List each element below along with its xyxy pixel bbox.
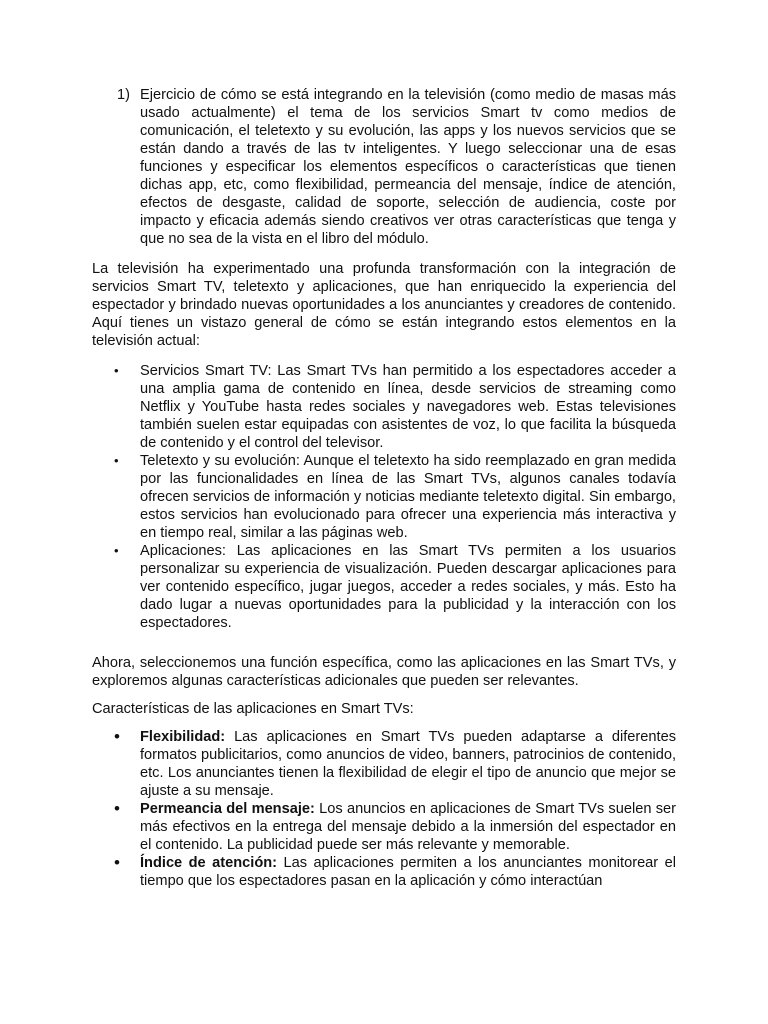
features-heading: Características de las aplicaciones en Smart TVs: xyxy=(92,701,414,717)
list-item xyxy=(110,452,676,542)
bullet-icon: • xyxy=(114,727,120,746)
list-item xyxy=(110,542,676,632)
feature-term: Permeancia del mensaje: xyxy=(140,801,315,817)
list-item-text: Servicios Smart TV: Las Smart TVs han permitido a los espectadores acceder a una amplia gama de contenido en línea, desde servicios de streaming como Netflix y YouTube hasta redes sociales y navegadores web. Estas televisiones también suelen estar equipadas con asistentes de voz, lo que facilita la búsqueda de contenido y el control del televisor. xyxy=(140,363,676,451)
feature-term: Flexibilidad: xyxy=(140,729,226,745)
exercise-text: Ejercicio de cómo se está integrando en la televisión (como medio de masas más usado actualmente) el tema de los servicios Smart tv como medios de comunicación, el teletexto y su evolución, las apps y los nuevos servicios que se están dando a través de las tv inteligentes. Y luego seleccionar una de esas funciones y especificar los elementos específicos o características que tienen dichas app, etc, como flexibilidad, permeancia del mensaje, índice de atención, efectos de desgaste, calidad de soporte, selección de audiencia, coste por impacto y eficacia además siendo creativos ver otras características que tenga y que no sea de la vista en el libro del módulo. xyxy=(140,87,676,247)
list-item-text: Aplicaciones: Las aplicaciones en las Smart TVs permiten a los usuarios personalizar su experiencia de visualización. Pueden descargar aplicaciones para ver contenido específico, jugar juegos, acceder a redes sociales, y más. Esto ha dado lugar a nuevas oportunidades para la publicidad y la interacción con los espectadores. xyxy=(140,543,676,631)
bullet-icon: • xyxy=(114,853,120,872)
bullet-icon: • xyxy=(114,543,119,558)
list-item xyxy=(110,800,676,854)
feature-term: Índice de atención: xyxy=(140,855,278,871)
list-item xyxy=(110,362,676,452)
exercise-number: 1) xyxy=(117,87,130,103)
exercise-list xyxy=(110,86,676,248)
list-item-text: Teletexto y su evolución: Aunque el teletexto ha sido reemplazado en gran medida por las funcionalidades en línea de las Smart TVs, algunos canales todavía ofrecen servicios de información y noticias mediante teletexto digital. Sin embargo, estos servicios han evolucionado para ofrecer una experiencia más interactiva y en tiempo real, similar a las páginas web. xyxy=(140,453,676,541)
bullet-icon: • xyxy=(114,363,119,378)
feature-text: Las aplicaciones permiten a los anunciantes monitorear el tiempo que los espectadores pasan en la aplicación y cómo interactúan xyxy=(140,855,676,889)
features-list xyxy=(110,728,676,890)
list-item xyxy=(110,728,676,800)
exercise-item xyxy=(110,86,676,248)
intro-paragraph: La televisión ha experimentado una profunda transformación con la integración de servicios Smart TV, teletexto y aplicaciones, que han enriquecido la experiencia del espectador y brindado nuevas oportunidades a los anunciantes y creadores de contenido. Aquí tienes un vistazo general de cómo se están integrando estos elementos en la televisión actual: xyxy=(92,261,676,349)
bullet-icon: • xyxy=(114,453,119,468)
selection-paragraph: Ahora, seleccionemos una función específica, como las aplicaciones en las Smart TVs, y exploremos algunas características adicionales que pueden ser relevantes. xyxy=(92,655,676,689)
feature-text: Los anuncios en aplicaciones de Smart TVs suelen ser más efectivos en la entrega del mensaje debido a la inmersión del espectador en el contenido. La publicidad puede ser más relevante y memorable. xyxy=(140,801,676,853)
services-list xyxy=(110,362,676,632)
feature-text: Las aplicaciones en Smart TVs pueden adaptarse a diferentes formatos publicitarios, como anuncios de video, banners, patrocinios de contenido, etc. Los anunciantes tienen la flexibilidad de elegir el tipo de anuncio que mejor se ajuste a su mensaje. xyxy=(140,729,676,799)
bullet-icon: • xyxy=(114,799,120,818)
list-item xyxy=(110,854,676,890)
